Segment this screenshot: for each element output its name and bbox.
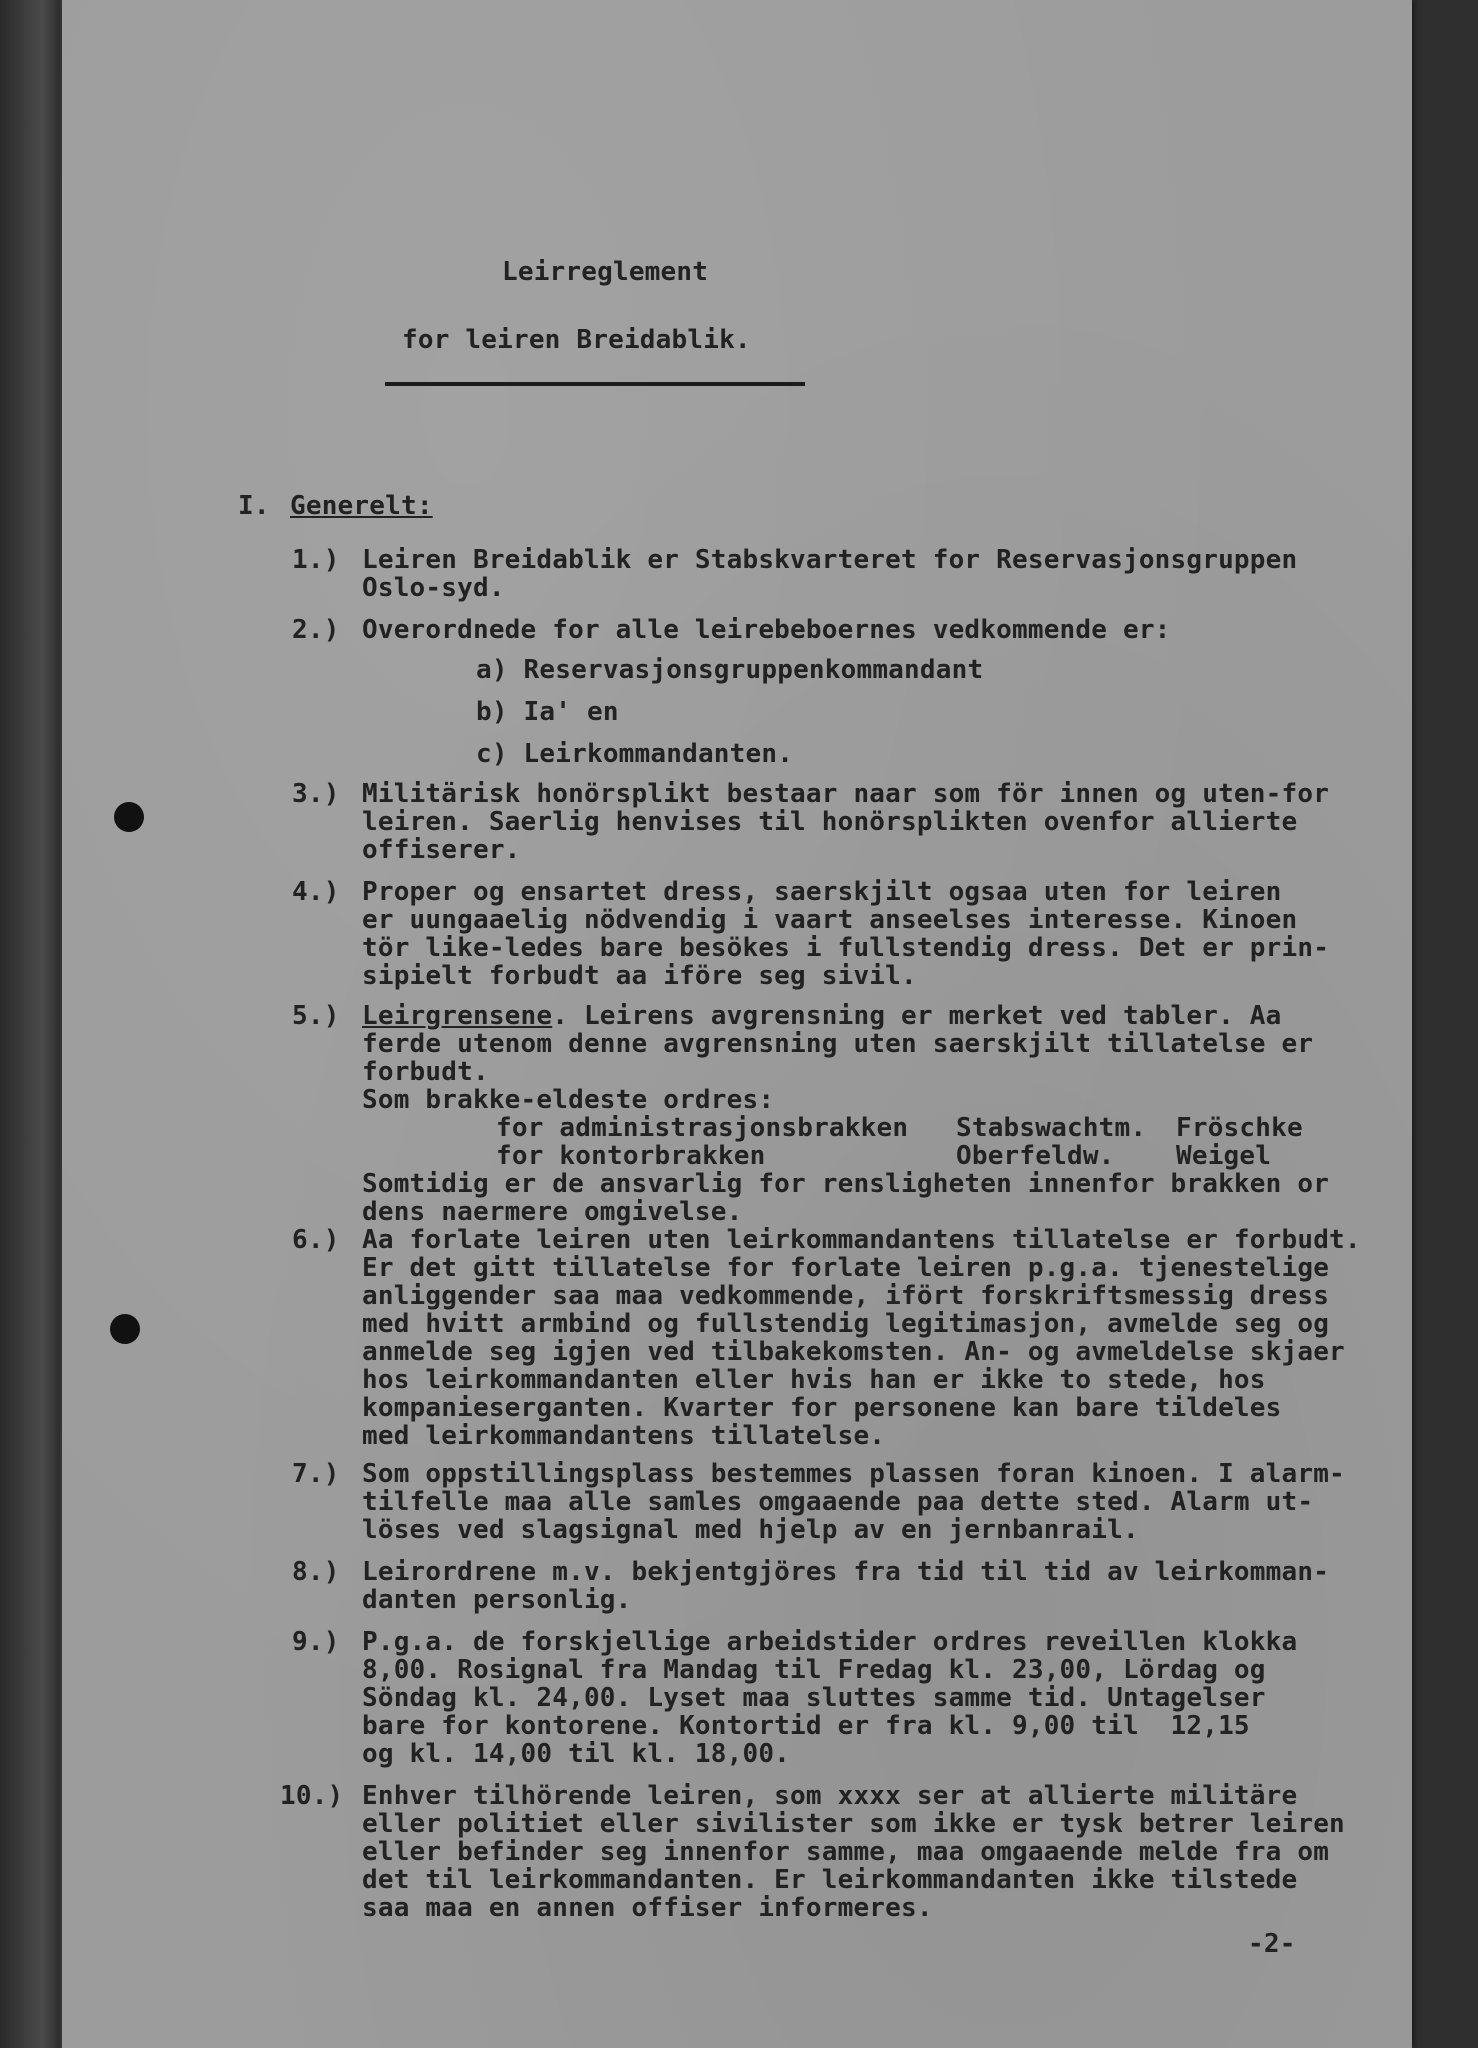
punch-hole-bottom (110, 1314, 140, 1344)
item-line: Oslo-syd. (362, 573, 505, 603)
brakke-rank: Stabswachtm. (956, 1113, 1147, 1143)
item-line: anliggender saa maa vedkommende, ifört forskriftsmessig dress (362, 1281, 1330, 1311)
item-line: er uungaaelig nödvendig i vaart anseelses interesse. Kinoen (362, 905, 1298, 935)
item-line: Aa forlate leiren uten leirkommandantens tillatelse er forbudt. (362, 1225, 1361, 1255)
item-line: danten personlig. (362, 1585, 632, 1615)
item-line: Leiren Breidablik er Stabskvarteret for Reservasjonsgruppen (362, 545, 1298, 575)
item-line: ferde utenom denne avgrensning uten saerskjilt tillatelse er (362, 1029, 1314, 1059)
item-line: sipielt forbudt aa iföre seg sivil. (362, 961, 917, 991)
section-heading: Generelt: (290, 491, 433, 521)
item-line-rest: . Leirens avgrensning er merket ved tabler. Aa (552, 1001, 1282, 1031)
item-number: 6.) (292, 1225, 340, 1255)
item-line: Overordnede for alle leirebeboernes vedkommende er: (362, 615, 1171, 645)
item-line: eller befinder seg innenfor samme, maa omgaaende melde fra om (362, 1837, 1330, 1867)
section-number: I. (238, 491, 270, 521)
title-rule (385, 382, 805, 386)
item-line: Somtidig er de ansvarlig for rensligheten innenfor brakken or (362, 1169, 1330, 1199)
item-number: 1.) (292, 545, 340, 575)
item-line (362, 1002, 1282, 1030)
item-line: Som oppstillingsplass bestemmes plassen foran kinoen. I alarm- (362, 1459, 1345, 1489)
item-line: hos leirkommandanten eller hvis han er ikke to stede, hos (362, 1365, 1266, 1395)
item-line: Proper og ensartet dress, saerskjilt ogsaa uten for leiren (362, 877, 1282, 907)
item-line: kompanieserganten. Kvarter for personene kan bare tildeles (362, 1393, 1282, 1423)
item-line: Militärisk honörsplikt bestaar naar som för innen og uten-for (362, 779, 1330, 809)
item-lead: Leirgrensene (362, 1001, 553, 1031)
item-line: forbudt. (362, 1057, 489, 1087)
punch-hole-top (114, 802, 144, 832)
item-number: 3.) (292, 779, 340, 809)
item-line: dens naermere omgivelse. (362, 1197, 743, 1227)
item-line: tör like-ledes bare besökes i fullstendig dress. Det er prin- (362, 933, 1330, 963)
brakke-name: Fröschke (1176, 1113, 1303, 1143)
brakke-label: for administrasjonsbrakken (496, 1113, 909, 1143)
item-line: offiserer. (362, 835, 521, 865)
item-number: 10.) (280, 1781, 344, 1811)
item-line: bare for kontorene. Kontortid er fra kl. 9,00 til 12,15 (362, 1711, 1250, 1741)
item-line: löses ved slagsignal med hjelp av en jernbanrail. (362, 1515, 1139, 1545)
sub-item: c) Leirkommandanten. (476, 739, 794, 769)
brakke-rank: Oberfeldw. (956, 1141, 1115, 1171)
item-line: med hvitt armbind og fullstendig legitimasjon, avmelde seg og (362, 1309, 1330, 1339)
item-line: tilfelle maa alle samles omgaaende paa dette sted. Alarm ut- (362, 1487, 1314, 1517)
brakke-name: Weigel (1176, 1141, 1272, 1171)
item-number: 8.) (292, 1557, 340, 1587)
item-number: 9.) (292, 1627, 340, 1657)
page-number: -2- (1248, 1929, 1296, 1959)
sub-item: b) Ia' en (476, 697, 619, 727)
item-line: anmelde seg igjen ved tilbakekomsten. An- og avmeldelse skjaer (362, 1337, 1345, 1367)
item-line: eller politiet eller sivilister som ikke er tysk betrer leiren (362, 1809, 1345, 1839)
item-line: leiren. Saerlig henvises til honörsplikten ovenfor allierte (362, 807, 1298, 837)
item-line: og kl. 14,00 til kl. 18,00. (362, 1739, 791, 1769)
item-line: Leirordrene m.v. bekjentgjöres fra tid til tid av leirkomman- (362, 1557, 1330, 1587)
item-line: Söndag kl. 24,00. Lyset maa sluttes samme tid. Untagelser (362, 1683, 1266, 1713)
item-number: 4.) (292, 877, 340, 907)
item-line: saa maa en annen offiser informeres. (362, 1893, 933, 1923)
item-number: 5.) (292, 1001, 340, 1031)
item-line: P.g.a. de forskjellige arbeidstider ordres reveillen klokka (362, 1627, 1298, 1657)
document-subtitle: for leiren Breidablik. (402, 325, 751, 355)
item-number: 7.) (292, 1459, 340, 1489)
background-right (1412, 0, 1478, 2048)
item-line: Som brakke-eldeste ordres: (362, 1085, 775, 1115)
item-line: med leirkommandantens tillatelse. (362, 1421, 886, 1451)
item-line: Enhver tilhörende leiren, som xxxx ser at allierte militäre (362, 1781, 1298, 1811)
item-line: 8,00. Rosignal fra Mandag til Fredag kl. 23,00, Lördag og (362, 1655, 1266, 1685)
item-number: 2.) (292, 615, 340, 645)
item-line: det til leirkommandanten. Er leirkommandanten ikke tilstede (362, 1865, 1298, 1895)
sub-item: a) Reservasjonsgruppenkommandant (476, 655, 984, 685)
binder-edge (0, 0, 60, 2048)
item-line: Er det gitt tillatelse for forlate leiren p.g.a. tjenestelige (362, 1253, 1330, 1283)
brakke-label: for kontorbrakken (496, 1141, 766, 1171)
document-title: Leirreglement (502, 257, 709, 287)
